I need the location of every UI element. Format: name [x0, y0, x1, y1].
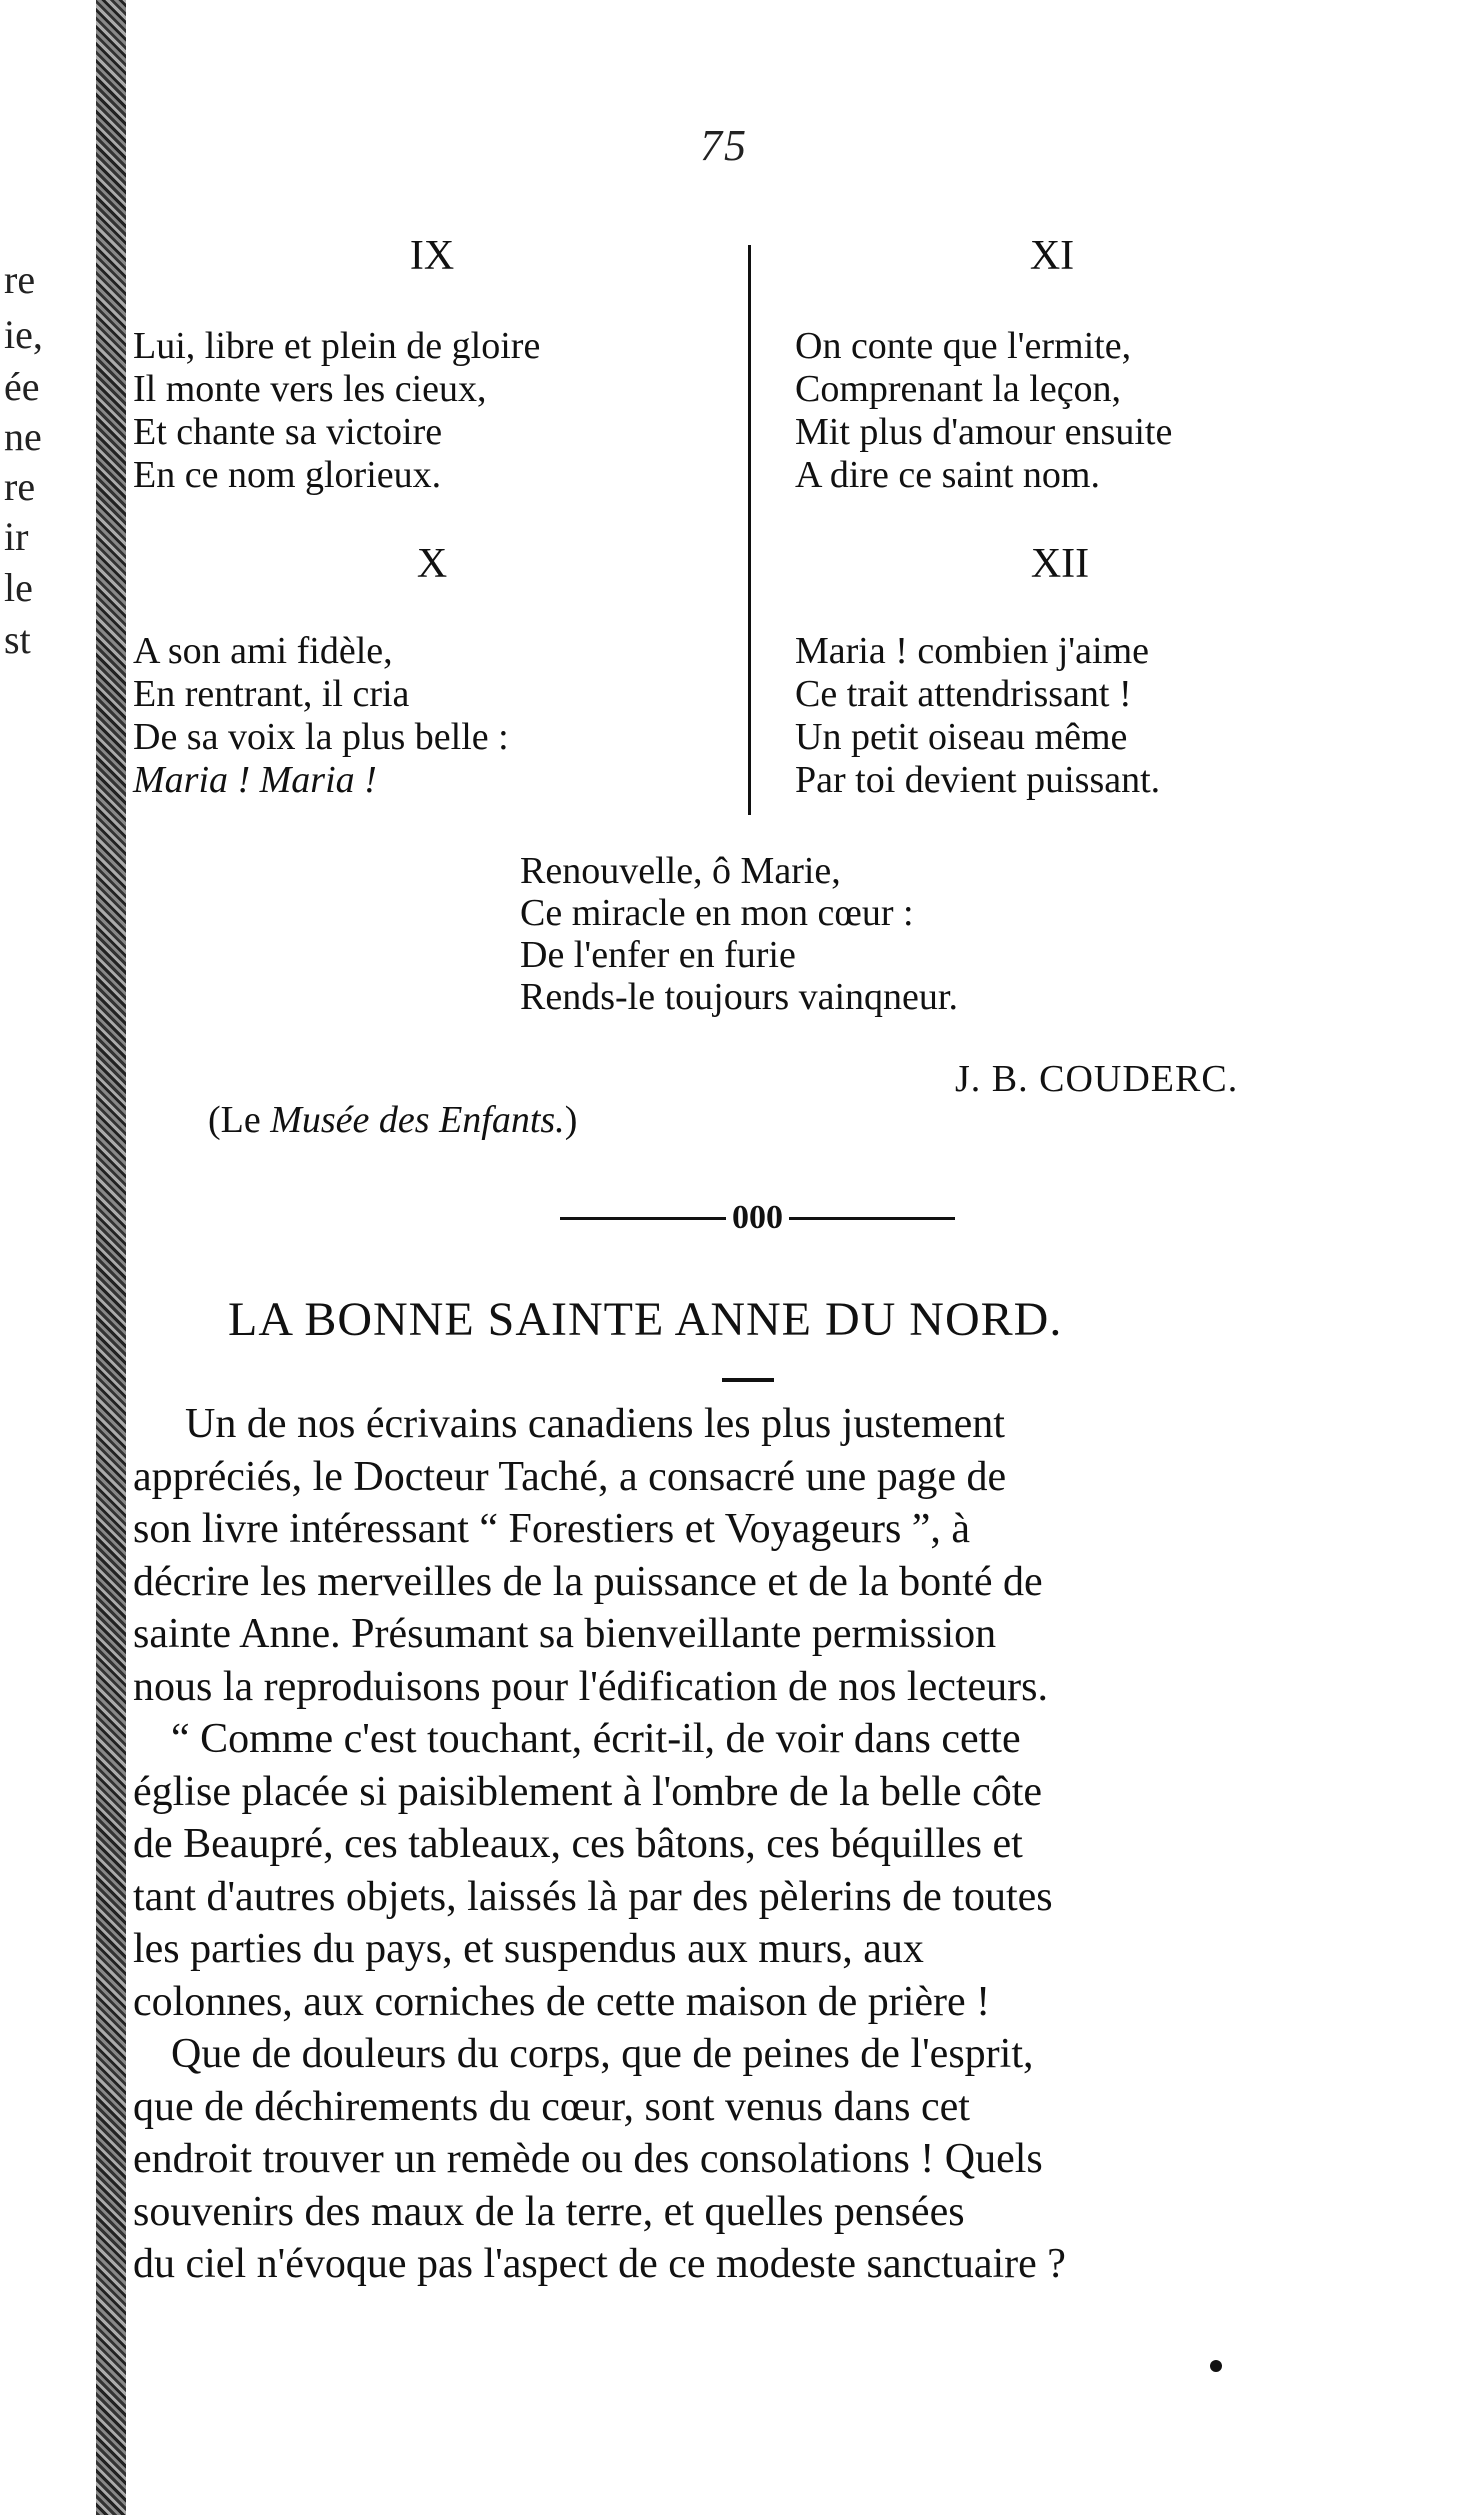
column-divider	[748, 245, 751, 815]
edge-fragment: ie,	[4, 312, 43, 357]
stanza-xii	[795, 630, 1160, 802]
title-rule	[722, 1378, 774, 1382]
edge-fragment: ée	[4, 364, 40, 409]
ornament-mark: 000	[732, 1199, 783, 1236]
refrain-line: De l'enfer en furie	[520, 934, 796, 976]
stanza-x	[133, 630, 509, 802]
stanza-line: En rentrant, il cria	[133, 673, 410, 715]
body-line: tant d'autres objets, laissés là par des pèlerins de toutes	[133, 1873, 1053, 1920]
stanza-ix	[133, 325, 540, 497]
source-open: (Le	[208, 1099, 271, 1141]
stanza-xi	[795, 325, 1172, 497]
body-line: du ciel n'évoque pas l'aspect de ce modeste sanctuaire ?	[133, 2241, 1066, 2287]
source-close: )	[564, 1099, 578, 1141]
edge-fragment: re	[4, 464, 36, 509]
body-line: son livre intéressant “ Forestiers et Voyageurs ”, à	[133, 1506, 971, 1552]
binding-gutter	[96, 0, 126, 2515]
article-body	[133, 1398, 1373, 2291]
stanza-line: Il monte vers les cieux,	[133, 368, 487, 410]
ornament-rule-left	[560, 1217, 726, 1220]
stanza-line: Lui, libre et plein de gloire	[133, 325, 541, 367]
body-line: appréciés, le Docteur Taché, a consacré une page de	[133, 1453, 1007, 1500]
stanza-line: Ce trait attendrissant !	[795, 673, 1132, 715]
body-line: souvenirs des maux de la terre, et quelles pensées	[133, 2188, 965, 2235]
stanza-line: Par toi devient puissant.	[795, 759, 1161, 801]
stanza-line: Mit plus d'amour ensuite	[795, 411, 1173, 453]
article-title: LA BONNE SAINTE ANNE DU NORD.	[228, 1293, 1063, 1346]
refrain-line: Rends-le toujours vainqneur.	[520, 976, 958, 1018]
author-signature: J. B. COUDERC.	[955, 1058, 1239, 1100]
body-line: sainte Anne. Présumant sa bienveillante permission	[133, 1611, 997, 1657]
ink-speck	[1210, 2360, 1222, 2372]
body-line: “ Comme c'est touchant, écrit-il, de voir dans cette	[171, 1716, 1021, 1762]
refrain-line: Ce miracle en mon cœur :	[520, 892, 914, 934]
section-ornament	[560, 1198, 955, 1238]
page-number: 75	[700, 121, 748, 170]
body-line: les parties du pays, et suspendus aux murs, aux	[133, 1926, 924, 1972]
ornament-rule-right	[789, 1217, 955, 1220]
source-citation	[208, 1098, 577, 1142]
body-line: décrire les merveilles de la puissance et de la bonté de	[133, 1558, 1043, 1605]
stanza-line: A son ami fidèle,	[133, 630, 393, 672]
body-line: endroit trouver un remède ou des consolations ! Quels	[133, 2136, 1043, 2182]
stanza-line: Maria ! combien j'aime	[795, 630, 1149, 672]
body-line: Un de nos écrivains canadiens les plus justement	[185, 1401, 1005, 1447]
stanza-line: Maria ! Maria !	[133, 759, 377, 801]
edge-fragment: le	[4, 565, 33, 610]
body-line: église placée si paisiblement à l'ombre de la belle côte	[133, 1768, 1043, 1815]
edge-fragment: ir	[4, 514, 29, 559]
refrain	[520, 850, 958, 1018]
stanza-line: En ce nom glorieux.	[133, 454, 442, 496]
source-title: Musée des Enfants.	[270, 1099, 565, 1141]
stanza-line: Un petit oiseau même	[795, 716, 1128, 758]
stanza-line: Et chante sa victoire	[133, 411, 443, 453]
stanza-line: De sa voix la plus belle :	[133, 716, 509, 758]
stanza-line: A dire ce saint nom.	[795, 454, 1100, 496]
stanza-xi-numeral: XI	[1029, 233, 1075, 279]
edge-fragment: re	[4, 257, 36, 302]
stanza-ix-numeral: IX	[409, 233, 455, 279]
edge-fragment: st	[4, 617, 31, 662]
body-line: que de déchirements du cœur, sont venus dans cet	[133, 2083, 970, 2130]
edge-fragment: ne	[4, 414, 42, 459]
body-line: Que de douleurs du corps, que de peines de l'esprit,	[171, 2031, 1034, 2077]
stanza-xii-numeral: XII	[1030, 541, 1090, 587]
stanza-line: On conte que l'ermite,	[795, 325, 1132, 367]
stanza-x-numeral: X	[416, 541, 448, 587]
stanza-line: Comprenant la leçon,	[795, 368, 1122, 410]
refrain-line: Renouvelle, ô Marie,	[520, 850, 841, 892]
body-line: colonnes, aux corniches de cette maison de prière !	[133, 1978, 991, 2025]
body-line: nous la reproduisons pour l'édification de nos lecteurs.	[133, 1663, 1049, 1710]
body-line: de Beaupré, ces tableaux, ces bâtons, ces béquilles et	[133, 1821, 1023, 1867]
